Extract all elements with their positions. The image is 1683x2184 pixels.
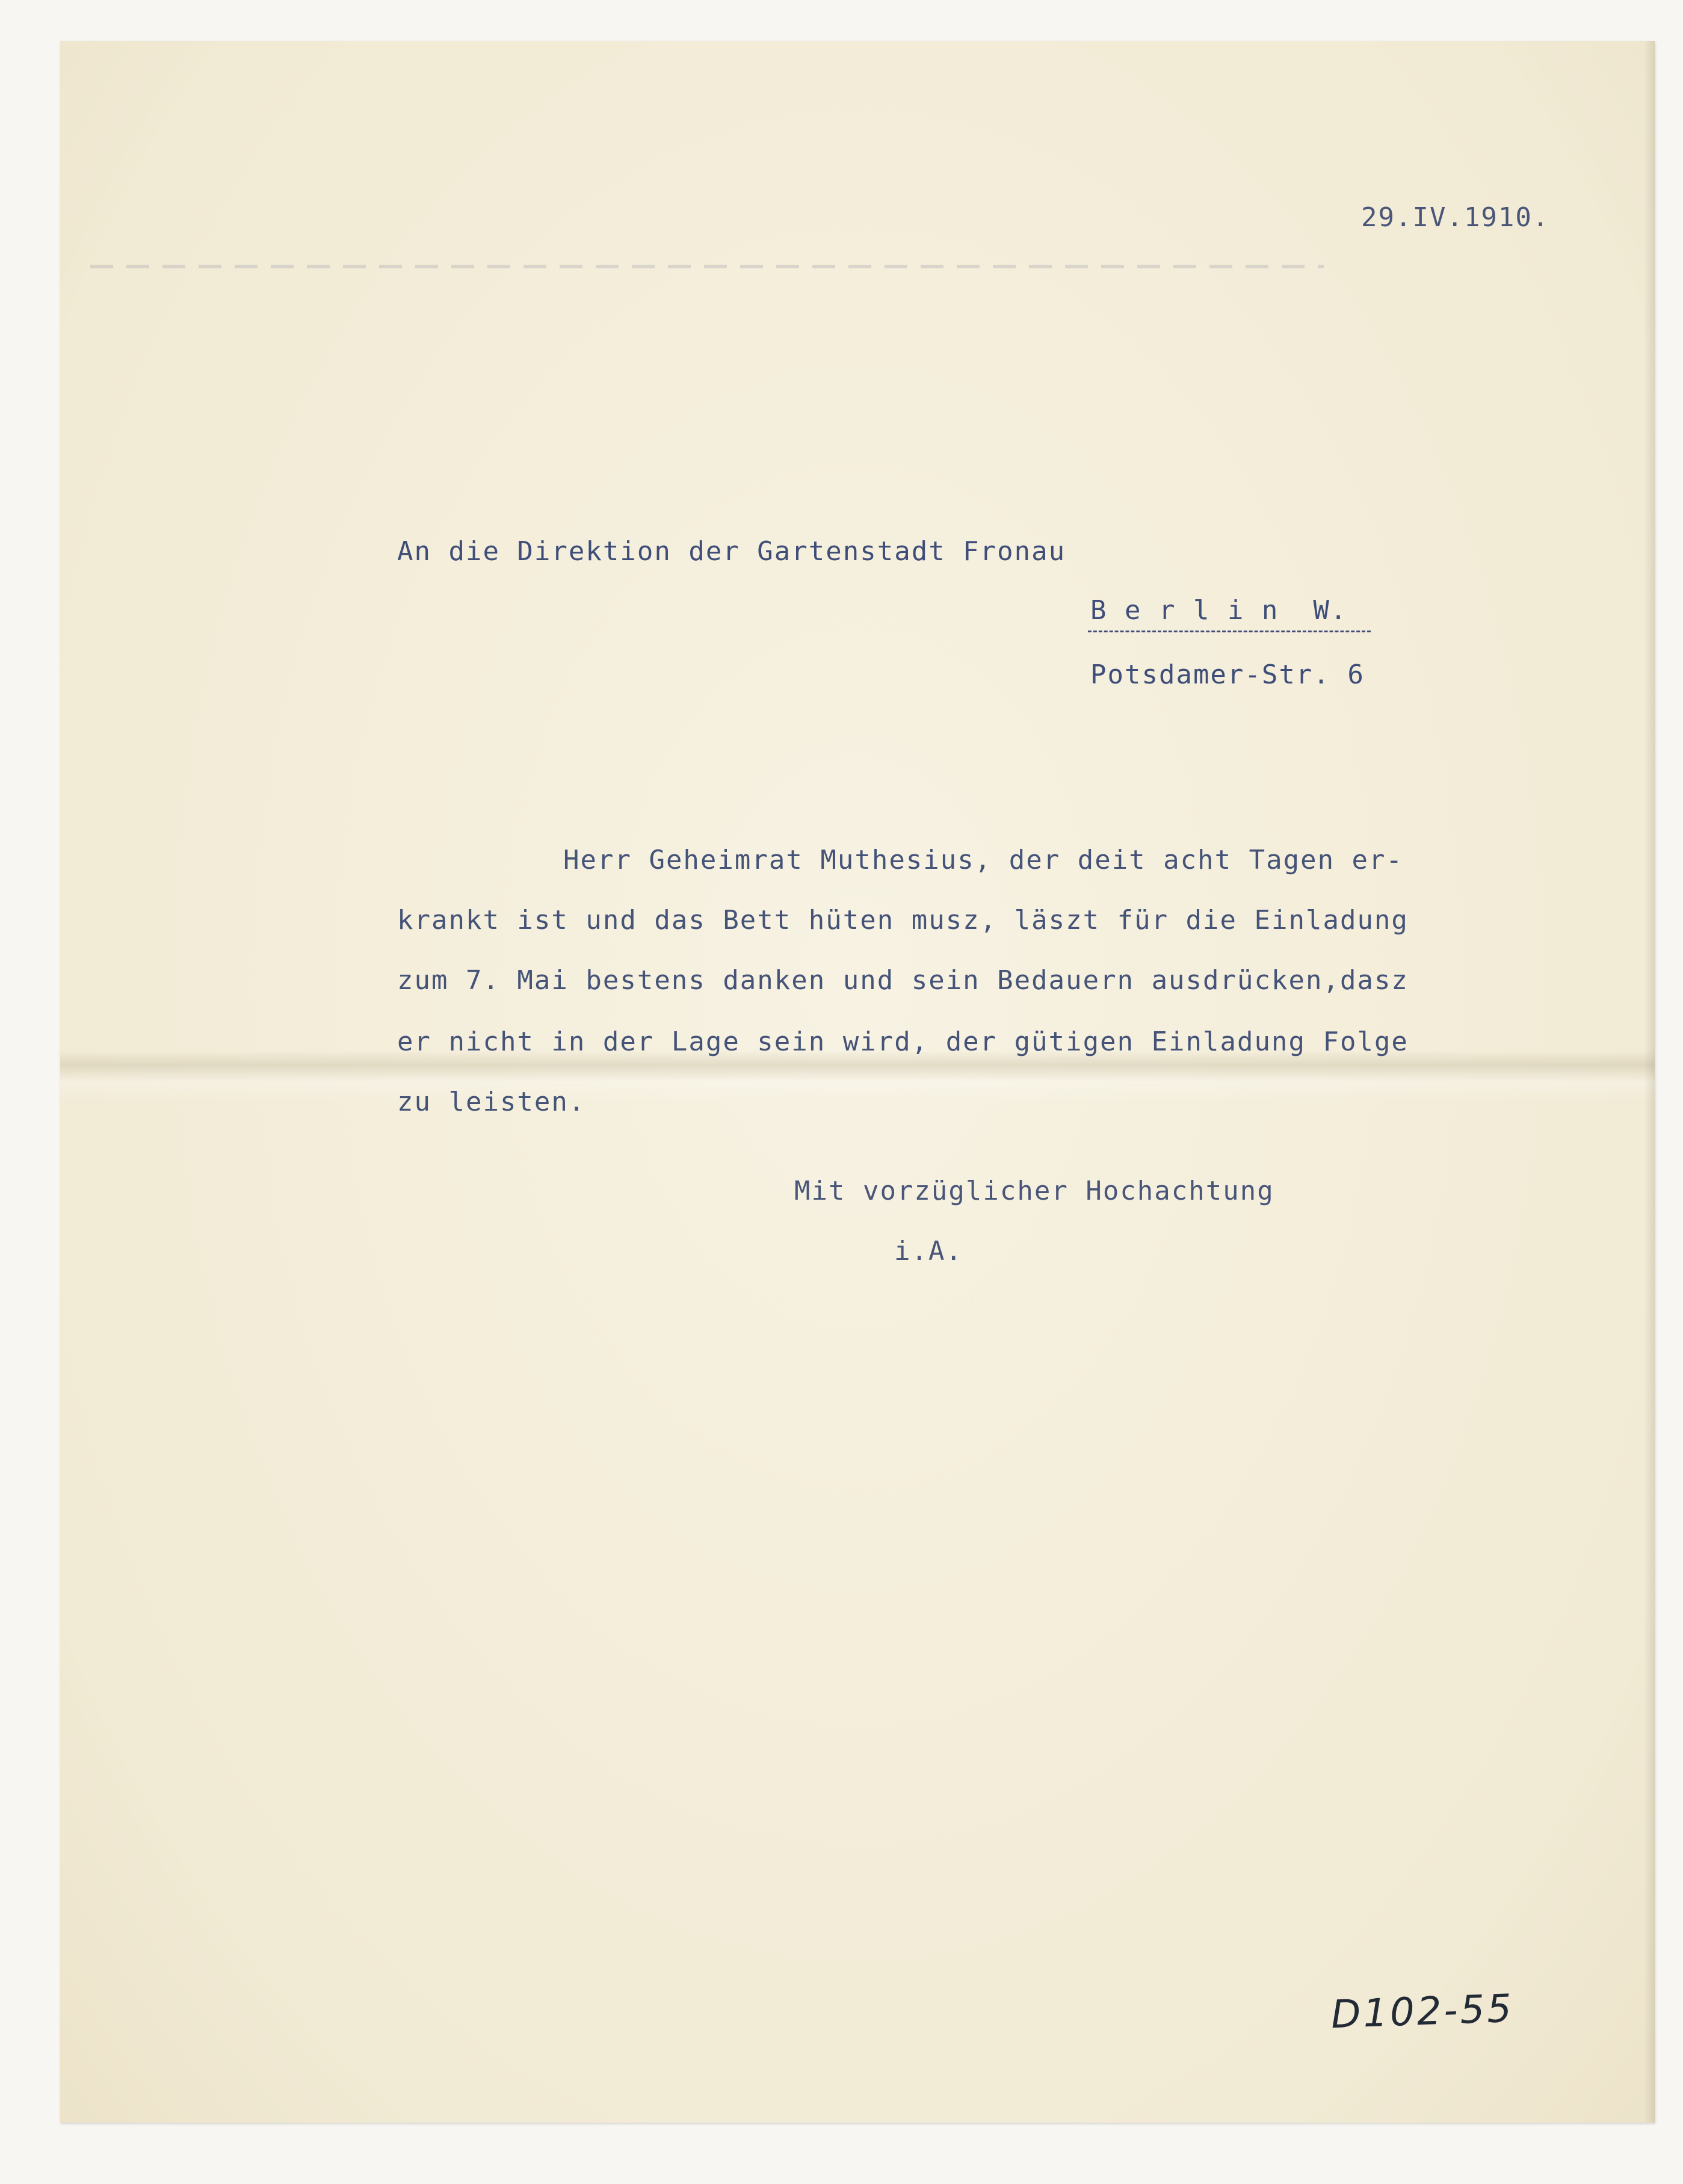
city-underline xyxy=(1088,631,1371,632)
letter-sheet xyxy=(60,41,1655,2123)
body-line: Herr Geheimrat Muthesius, der deit acht Tagen er- xyxy=(563,845,1404,875)
body-line: zum 7. Mai bestens danken und sein Bedauern ausdrücken,dasz xyxy=(397,965,1409,996)
bleed-through-line xyxy=(90,265,1324,268)
signature-abbreviation: i.A. xyxy=(894,1236,963,1266)
body-line: er nicht in der Lage sein wird, der gütigen Einladung Folge xyxy=(397,1026,1409,1057)
recipient-city: B e r l i n W. xyxy=(1090,595,1348,626)
body-line: zu leisten. xyxy=(397,1087,586,1117)
body-line: krankt ist und das Bett hüten musz, läszt für die Einladung xyxy=(397,905,1409,936)
closing-formula: Mit vorzüglicher Hochachtung xyxy=(794,1176,1274,1206)
recipient-line: An die Direktion der Gartenstadt Fronau xyxy=(397,536,1066,567)
letter-date: 29.IV.1910. xyxy=(1361,202,1550,233)
paper-edge xyxy=(1644,41,1655,2123)
archive-number: D102-55 xyxy=(1330,1986,1515,2038)
recipient-street: Potsdamer-Str. 6 xyxy=(1090,659,1365,690)
